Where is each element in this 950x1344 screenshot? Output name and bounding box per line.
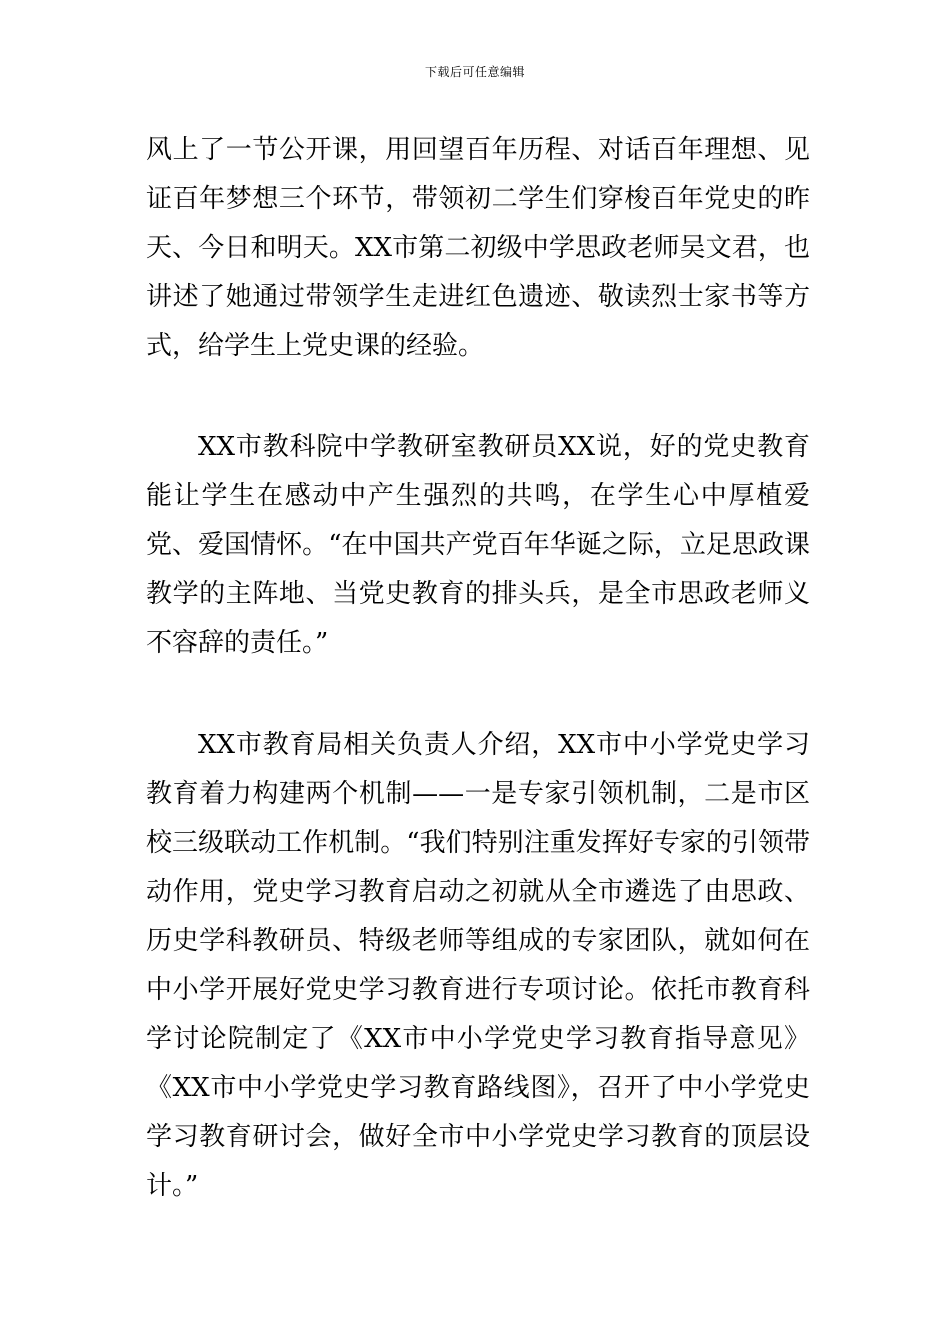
- paragraph-text: XX市教育局相关负责人介绍，XX市中小学党史学习教育着力构建两个机制——一是专家引领机制，二是市区校三级联动工作机制。“我们特别注重发挥好专家的引领带动作用，党史学习教育启动之初就从全市遴选了由思政、历史学科教研员、特级老师等组成的专家团队，就如何在中小学开展好党史学习教育进行专项讨论。依托市教育科学讨论院制定了《XX市中小学党史学习教育指导意见》《XX市中小学党史学习教育路线图》，召开了中小学党史学习教育研讨会，做好全市中小学党史学习教育的顶层设计。”: [146, 730, 810, 1201]
- paragraph-bureau-statement: [146, 721, 810, 1211]
- page-header-note: 下载后可任意编辑: [424, 65, 525, 79]
- paragraph-expert-quote: [146, 423, 810, 668]
- paragraph-text: XX市教科院中学教研室教研员XX说，好的党史教育能让学生在感动中产生强烈的共鸣，在学生心中厚植爱党、爱国情怀。“在中国共产党百年华诞之际，立足思政课教学的主阵地、当党史教育的排头兵，是全市思政老师义不容辞的责任。”: [146, 432, 810, 658]
- paragraph-text: 风上了一节公开课，用回望百年历程、对话百年理想、见证百年梦想三个环节，带领初二学生们穿梭百年党史的昨天、今日和明天。XX市第二初级中学思政老师吴文君，也讲述了她通过带领学生走进红色遗迹、敬读烈士家书等方式，给学生上党史课的经验。: [146, 135, 810, 361]
- paragraph-continued: [146, 126, 810, 371]
